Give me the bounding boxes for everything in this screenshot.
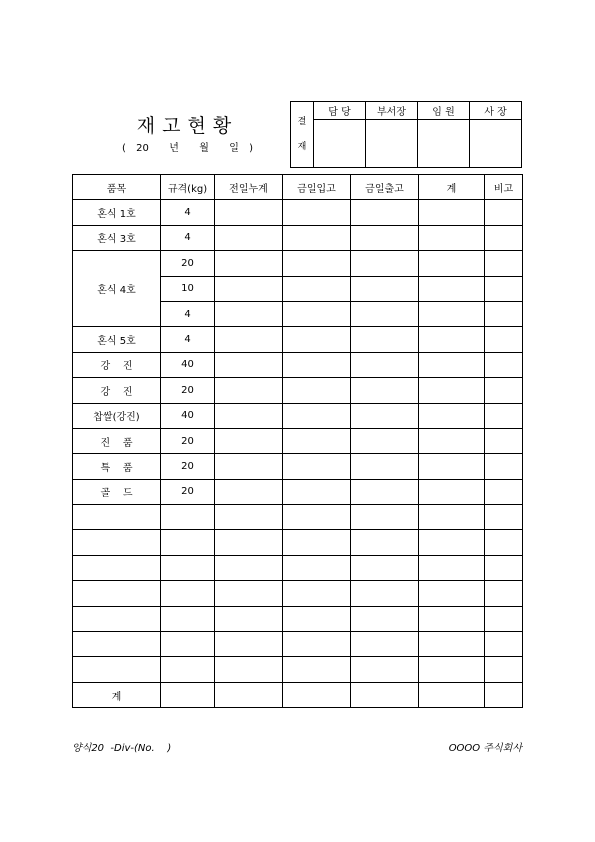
note-cell[interactable] xyxy=(485,606,523,631)
form-number: 양식20 -Div-(No. ) xyxy=(72,743,172,754)
sum-cell[interactable] xyxy=(419,479,485,504)
sum-cell[interactable] xyxy=(419,301,485,326)
table-row xyxy=(73,352,523,377)
approval-role-manager: 부서장 xyxy=(366,102,418,120)
item-cell: 혼식 3호 xyxy=(73,225,161,250)
sum-cell[interactable] xyxy=(419,555,485,580)
approval-role-president: 사 장 xyxy=(470,102,522,120)
note-cell[interactable] xyxy=(485,225,523,250)
sum-cell[interactable] xyxy=(419,352,485,377)
spec-cell: 4 xyxy=(161,225,215,250)
sum-cell[interactable] xyxy=(419,251,485,276)
sum-cell[interactable] xyxy=(419,403,485,428)
today-in-cell[interactable] xyxy=(283,606,351,631)
note-cell[interactable] xyxy=(485,352,523,377)
today-in-cell[interactable] xyxy=(283,505,351,530)
column-header: 계 xyxy=(419,175,485,200)
today-in-cell[interactable] xyxy=(283,428,351,453)
spec-cell: 10 xyxy=(161,276,215,301)
column-header: 비고 xyxy=(485,175,523,200)
prev-total-cell[interactable] xyxy=(215,530,283,555)
note-cell[interactable] xyxy=(485,581,523,606)
sum-cell[interactable] xyxy=(419,200,485,225)
approval-role-executive: 임 원 xyxy=(418,102,470,120)
signature-cell-executive[interactable] xyxy=(418,120,470,168)
item-cell xyxy=(73,632,161,657)
inventory-table xyxy=(72,174,523,708)
today-in-cell[interactable] xyxy=(283,378,351,403)
today-out-cell[interactable] xyxy=(351,632,419,657)
table-row xyxy=(73,479,523,504)
sum-cell[interactable] xyxy=(419,606,485,631)
sum-cell[interactable] xyxy=(419,225,485,250)
note-cell[interactable] xyxy=(485,428,523,453)
spec-cell: 20 xyxy=(161,428,215,453)
item-cell: 골 드 xyxy=(73,479,161,504)
note-cell[interactable] xyxy=(485,505,523,530)
spec-cell xyxy=(161,606,215,631)
prev-total-cell[interactable] xyxy=(215,276,283,301)
table-row xyxy=(73,225,523,250)
prev-total-cell[interactable] xyxy=(215,479,283,504)
table-row xyxy=(73,555,523,580)
spec-cell: 20 xyxy=(161,251,215,276)
item-cell: 계 xyxy=(73,682,161,707)
note-cell[interactable] xyxy=(485,276,523,301)
item-cell xyxy=(73,530,161,555)
item-cell xyxy=(73,657,161,682)
spec-cell xyxy=(161,581,215,606)
item-cell: 특 품 xyxy=(73,454,161,479)
table-row xyxy=(73,428,523,453)
prev-total-cell[interactable] xyxy=(215,327,283,352)
today-out-cell[interactable] xyxy=(351,200,419,225)
sum-cell[interactable] xyxy=(419,327,485,352)
prev-total-cell[interactable] xyxy=(215,428,283,453)
table-row xyxy=(73,682,523,707)
today-out-cell[interactable] xyxy=(351,682,419,707)
note-cell[interactable] xyxy=(485,479,523,504)
prev-total-cell[interactable] xyxy=(215,378,283,403)
spec-cell: 20 xyxy=(161,479,215,504)
prev-total-cell[interactable] xyxy=(215,657,283,682)
today-in-cell[interactable] xyxy=(283,276,351,301)
today-out-cell[interactable] xyxy=(351,606,419,631)
column-header: 전일누계 xyxy=(215,175,283,200)
table-row xyxy=(73,378,523,403)
spec-cell xyxy=(161,657,215,682)
note-cell[interactable] xyxy=(485,378,523,403)
today-out-cell[interactable] xyxy=(351,225,419,250)
approval-label-bottom: 재 xyxy=(297,141,307,152)
item-cell xyxy=(73,555,161,580)
table-header-row xyxy=(73,175,523,200)
prev-total-cell[interactable] xyxy=(215,301,283,326)
signature-cell-manager[interactable] xyxy=(366,120,418,168)
item-cell xyxy=(73,606,161,631)
item-cell: 강 진 xyxy=(73,352,161,377)
approval-role-staff: 담 당 xyxy=(314,102,366,120)
item-cell: 혼식 4호 xyxy=(73,251,161,327)
table-row xyxy=(73,403,523,428)
prev-total-cell[interactable] xyxy=(215,403,283,428)
date-line: ( 20 년 월 일 ) xyxy=(122,143,253,154)
today-out-cell[interactable] xyxy=(351,352,419,377)
sum-cell[interactable] xyxy=(419,581,485,606)
spec-cell: 40 xyxy=(161,352,215,377)
table-row xyxy=(73,632,523,657)
column-header: 금일입고 xyxy=(283,175,351,200)
approval-label-top: 결 xyxy=(297,116,307,127)
note-cell[interactable] xyxy=(485,327,523,352)
spec-cell xyxy=(161,555,215,580)
spec-cell: 4 xyxy=(161,327,215,352)
column-header: 품목 xyxy=(73,175,161,200)
sum-cell[interactable] xyxy=(419,632,485,657)
today-out-cell[interactable] xyxy=(351,530,419,555)
sum-cell[interactable] xyxy=(419,530,485,555)
today-out-cell[interactable] xyxy=(351,479,419,504)
spec-cell xyxy=(161,505,215,530)
today-in-cell[interactable] xyxy=(283,454,351,479)
today-in-cell[interactable] xyxy=(283,225,351,250)
prev-total-cell[interactable] xyxy=(215,606,283,631)
signature-cell-staff[interactable] xyxy=(314,120,366,168)
today-in-cell[interactable] xyxy=(283,301,351,326)
table-row xyxy=(73,327,523,352)
prev-total-cell[interactable] xyxy=(215,505,283,530)
spec-cell xyxy=(161,682,215,707)
today-out-cell[interactable] xyxy=(351,327,419,352)
company-name: OOOO 주식회사 xyxy=(448,743,522,754)
sum-cell[interactable] xyxy=(419,378,485,403)
table-row xyxy=(73,530,523,555)
prev-total-cell[interactable] xyxy=(215,454,283,479)
today-in-cell[interactable] xyxy=(283,327,351,352)
spec-cell: 20 xyxy=(161,378,215,403)
note-cell[interactable] xyxy=(485,632,523,657)
prev-total-cell[interactable] xyxy=(215,352,283,377)
item-cell xyxy=(73,505,161,530)
prev-total-cell[interactable] xyxy=(215,632,283,657)
today-in-cell[interactable] xyxy=(283,657,351,682)
today-out-cell[interactable] xyxy=(351,378,419,403)
note-cell[interactable] xyxy=(485,530,523,555)
today-in-cell[interactable] xyxy=(283,251,351,276)
item-cell: 혼식 1호 xyxy=(73,200,161,225)
spec-cell: 4 xyxy=(161,301,215,326)
note-cell[interactable] xyxy=(485,251,523,276)
prev-total-cell[interactable] xyxy=(215,225,283,250)
note-cell[interactable] xyxy=(485,200,523,225)
spec-cell: 40 xyxy=(161,403,215,428)
today-out-cell[interactable] xyxy=(351,251,419,276)
today-in-cell[interactable] xyxy=(283,632,351,657)
item-cell: 진 품 xyxy=(73,428,161,453)
today-out-cell[interactable] xyxy=(351,428,419,453)
today-in-cell[interactable] xyxy=(283,555,351,580)
today-in-cell[interactable] xyxy=(283,530,351,555)
spec-cell xyxy=(161,632,215,657)
table-row xyxy=(73,581,523,606)
today-in-cell[interactable] xyxy=(283,581,351,606)
today-in-cell[interactable] xyxy=(283,403,351,428)
today-out-cell[interactable] xyxy=(351,454,419,479)
column-header: 규격(kg) xyxy=(161,175,215,200)
spec-cell xyxy=(161,530,215,555)
table-row xyxy=(73,200,523,225)
sum-cell[interactable] xyxy=(419,276,485,301)
item-cell: 혼식 5호 xyxy=(73,327,161,352)
today-out-cell[interactable] xyxy=(351,276,419,301)
spec-cell: 4 xyxy=(161,200,215,225)
table-row xyxy=(73,606,523,631)
sum-cell[interactable] xyxy=(419,428,485,453)
today-out-cell[interactable] xyxy=(351,555,419,580)
column-header: 금일출고 xyxy=(351,175,419,200)
today-in-cell[interactable] xyxy=(283,479,351,504)
spec-cell: 20 xyxy=(161,454,215,479)
signature-cell-president[interactable] xyxy=(470,120,522,168)
today-out-cell[interactable] xyxy=(351,505,419,530)
item-cell xyxy=(73,581,161,606)
note-cell[interactable] xyxy=(485,657,523,682)
note-cell[interactable] xyxy=(485,403,523,428)
prev-total-cell[interactable] xyxy=(215,200,283,225)
note-cell[interactable] xyxy=(485,454,523,479)
note-cell[interactable] xyxy=(485,301,523,326)
note-cell[interactable] xyxy=(485,682,523,707)
sum-cell[interactable] xyxy=(419,505,485,530)
sum-cell[interactable] xyxy=(419,682,485,707)
today-in-cell[interactable] xyxy=(283,682,351,707)
note-cell[interactable] xyxy=(485,555,523,580)
approval-box xyxy=(290,101,522,168)
today-out-cell[interactable] xyxy=(351,301,419,326)
today-in-cell[interactable] xyxy=(283,352,351,377)
item-cell: 강 진 xyxy=(73,378,161,403)
today-out-cell[interactable] xyxy=(351,581,419,606)
prev-total-cell[interactable] xyxy=(215,581,283,606)
page-title: 재고현황 xyxy=(136,115,239,137)
prev-total-cell[interactable] xyxy=(215,555,283,580)
sum-cell[interactable] xyxy=(419,454,485,479)
approval-label xyxy=(291,102,314,168)
prev-total-cell[interactable] xyxy=(215,682,283,707)
table-row xyxy=(73,505,523,530)
table-row xyxy=(73,657,523,682)
table-row xyxy=(73,454,523,479)
table-row xyxy=(73,251,523,276)
today-out-cell[interactable] xyxy=(351,403,419,428)
item-cell: 찹쌀(강진) xyxy=(73,403,161,428)
today-in-cell[interactable] xyxy=(283,200,351,225)
today-out-cell[interactable] xyxy=(351,657,419,682)
sum-cell[interactable] xyxy=(419,657,485,682)
prev-total-cell[interactable] xyxy=(215,251,283,276)
